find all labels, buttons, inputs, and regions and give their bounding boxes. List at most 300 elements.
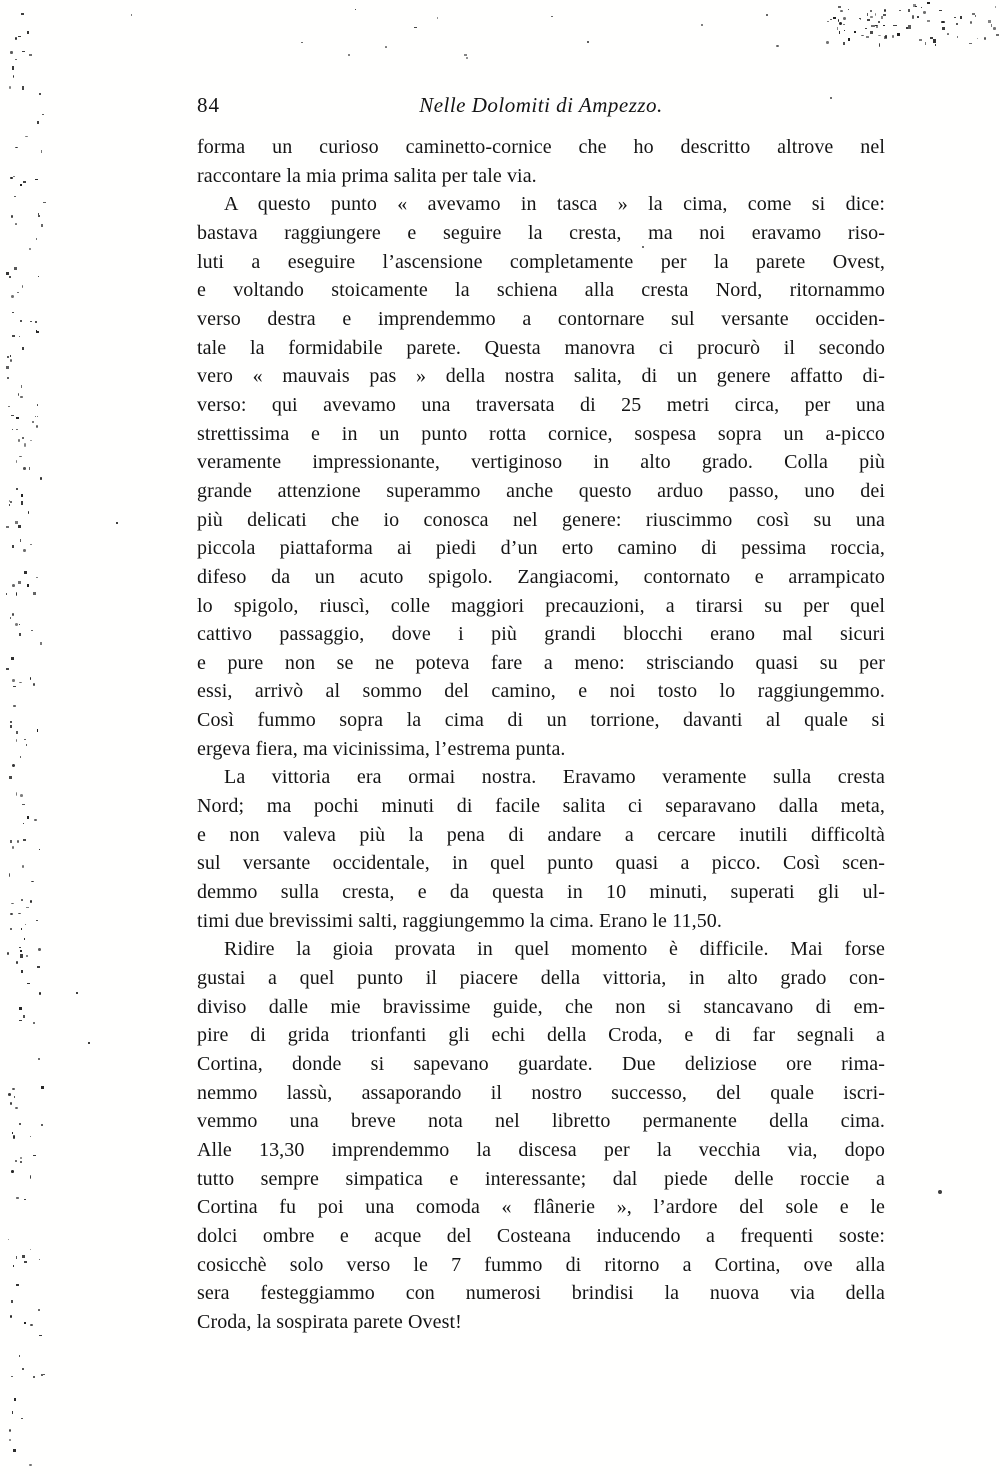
scan-speck [956, 23, 959, 26]
scan-speck [935, 44, 936, 47]
scan-speck [13, 1135, 15, 1138]
scan-speck [23, 1015, 25, 1017]
scan-speck [915, 6, 917, 7]
scan-speck [879, 43, 880, 46]
scan-speck [19, 682, 22, 683]
scan-speck [39, 992, 40, 995]
scan-speck [16, 1197, 19, 1198]
scan-speck [993, 27, 996, 29]
scan-speck [385, 46, 387, 48]
scan-speck [12, 335, 14, 337]
scan-speck [551, 16, 553, 18]
scan-speck [14, 1398, 16, 1401]
scan-speck [23, 839, 26, 841]
scan-speck [20, 1161, 23, 1162]
scan-speck [33, 683, 35, 686]
scan-speck [8, 406, 10, 408]
scan-speck [22, 865, 24, 868]
scan-speck [18, 439, 19, 442]
scan-speck [22, 347, 24, 350]
scan-speck [8, 1239, 9, 1240]
scan-speck [24, 938, 26, 941]
scan-speck [878, 21, 881, 23]
scan-speck [884, 36, 887, 39]
scan-speck [701, 24, 703, 26]
text-line: Cortina fu poi una comoda « flânerie », l’ardore del sole e le [197, 1196, 885, 1219]
text-line: e voltando stoicamente la schiena alla cresta Nord, ritornammo [197, 279, 885, 302]
scan-speck [876, 25, 878, 28]
scan-speck [15, 37, 18, 40]
scan-speck [19, 1123, 21, 1125]
scan-speck [43, 1374, 45, 1375]
scan-speck [23, 823, 24, 824]
scan-speck [22, 804, 24, 805]
scan-speck [33, 1155, 36, 1156]
scan-speck [39, 93, 40, 95]
scan-speck [19, 624, 20, 625]
scan-speck [29, 1464, 32, 1466]
text-line: strettissima e in un punto rotta cornice, sospesa sopra un a-picco [197, 422, 885, 445]
scan-speck [10, 1315, 12, 1318]
scan-speck [15, 521, 18, 524]
scan-speck [36, 425, 38, 428]
scan-speck [16, 592, 17, 595]
scan-speck [42, 114, 44, 116]
scan-speck [984, 37, 986, 40]
scan-speck [870, 31, 873, 34]
scan-speck [43, 202, 46, 203]
scan-speck [838, 6, 841, 9]
scan-speck [6, 366, 8, 369]
scan-speck [848, 9, 850, 10]
scan-speck [36, 920, 39, 921]
text-line: verso: qui avevamo una traversata di 25 metri circa, per una [197, 393, 885, 416]
text-line: Nord; ma pochi minuti di facile salita ci separavano dalla meta, [197, 795, 885, 818]
scan-speck [921, 7, 922, 8]
scan-speck [30, 1324, 33, 1326]
scan-speck [38, 948, 41, 951]
scan-speck [25, 924, 26, 926]
scan-speck [840, 10, 843, 12]
scan-speck [22, 51, 25, 53]
scan-speck [866, 36, 869, 38]
scan-speck [20, 539, 21, 541]
text-line: Ridire la gioia provata in quel momento è difficile. Mai forse [224, 938, 885, 961]
scan-speck [29, 467, 30, 470]
scan-speck [12, 679, 15, 682]
scan-speck [13, 1265, 14, 1266]
scan-speck [870, 16, 872, 17]
scan-speck [24, 739, 27, 740]
page-header [197, 93, 885, 119]
scan-speck [865, 28, 866, 29]
scan-speck [837, 27, 838, 30]
scan-speck [23, 181, 26, 183]
scan-speck [25, 136, 28, 138]
scan-speck [20, 954, 23, 958]
scan-speck [27, 816, 29, 818]
scan-speck [875, 25, 877, 26]
scan-speck [942, 27, 945, 29]
scan-speck [16, 792, 17, 795]
scan-speck [23, 549, 25, 552]
scan-speck [12, 764, 15, 767]
text-line: difeso da un acuto spigolo. Zangiacomi, contornato e arrampicato [197, 565, 885, 588]
text-line: cattivo passaggio, dove i più grandi blocchi erano mal sicuri [197, 623, 885, 646]
scan-speck [26, 744, 27, 746]
text-line: lo spigolo, riuscì, colle maggiori precauzioni, a tirarsi su per quel [197, 594, 885, 617]
scan-speck [826, 41, 829, 44]
scan-speck [995, 6, 997, 8]
scan-speck [10, 840, 12, 843]
scan-speck [16, 739, 17, 742]
scan-speck [37, 416, 39, 418]
scan-speck [36, 238, 37, 240]
scan-speck [437, 17, 439, 19]
scan-speck [16, 1284, 19, 1286]
scan-speck [8, 1093, 11, 1096]
scan-speck [21, 494, 23, 497]
scan-speck [38, 215, 40, 217]
scan-speck [12, 584, 15, 587]
scan-speck [867, 19, 870, 21]
scan-speck [27, 31, 29, 33]
scan-speck [29, 54, 31, 56]
page-number: 84 [197, 93, 220, 117]
scan-speck [31, 630, 33, 632]
text-line: nemmo lassù, assaporando il nostro successo, del quale iscri- [197, 1081, 885, 1104]
scan-speck [930, 37, 933, 39]
scan-speck [11, 657, 14, 660]
scan-speck [10, 177, 13, 178]
scan-speck [39, 849, 40, 851]
scan-speck [12, 1411, 13, 1414]
scan-speck [38, 1309, 40, 1310]
scan-speck [12, 1088, 14, 1090]
text-line: essi, arrivò al sommo del camino, e noi tosto lo raggiungemmo. [197, 680, 885, 703]
scan-speck [908, 25, 911, 28]
text-line: tutto sempre simpatica e interessante; dal piede delle roccie a [197, 1167, 885, 1190]
scan-speck [848, 38, 850, 41]
scan-speck [913, 4, 916, 7]
scan-speck [21, 501, 23, 504]
text-line: veramente impressionante, vertiginoso in alto grado. Colla più [197, 451, 885, 474]
scan-speck [18, 525, 20, 527]
scan-speck [867, 13, 868, 15]
scan-speck [30, 440, 32, 441]
scan-speck [843, 17, 846, 20]
text-line: ergeva fiera, ma vicinissima, l’estrema punta. [197, 737, 566, 760]
text-line: forma un curioso caminetto-cornice che ho descritto altrove nel [197, 136, 885, 158]
scan-speck [870, 10, 872, 12]
scan-speck [919, 39, 922, 41]
scan-speck [10, 913, 13, 915]
text-line: diviso dalle mie bravissime guide, che non si stancavano di em- [197, 995, 885, 1018]
scan-speck [22, 285, 23, 288]
scan-speck [41, 1124, 44, 1126]
scan-speck [414, 27, 416, 28]
scan-speck [875, 13, 876, 16]
text-line: bastava raggiungere e seguire la cresta, ma noi eravamo riso- [197, 221, 885, 244]
scan-speck [912, 15, 914, 18]
scan-speck [9, 1429, 11, 1432]
scan-speck [24, 443, 26, 446]
scan-speck [988, 20, 991, 22]
scan-speck [838, 19, 839, 22]
scan-speck [39, 1259, 41, 1260]
scan-speck [20, 1157, 22, 1159]
scan-speck [6, 668, 9, 670]
scan-speck [30, 544, 32, 545]
scan-speck [18, 913, 20, 914]
scan-speck [17, 840, 19, 843]
scan-speck [38, 276, 40, 277]
text-line: La vittoria era ormai nostra. Eravamo veramente sulla cresta [224, 766, 885, 789]
text-line: luti a eseguire l’ascensione completamente per la parete Ovest, [197, 250, 885, 273]
scan-speck [348, 54, 350, 55]
scan-speck [35, 321, 37, 324]
scan-speck [24, 1261, 27, 1263]
scan-speck [14, 267, 17, 270]
text-line: vemmo una breve nota nel libretto permanente della cima. [197, 1110, 885, 1133]
scan-speck [11, 295, 14, 298]
scan-speck [15, 59, 17, 60]
scan-speck [22, 86, 23, 90]
scan-speck [854, 31, 856, 33]
scan-speck [36, 331, 39, 333]
scan-speck [15, 623, 18, 626]
scan-speck [27, 584, 29, 587]
scan-speck [766, 14, 768, 16]
scan-speck [10, 725, 12, 728]
scan-speck [37, 404, 38, 406]
scan-speck [991, 24, 992, 27]
scan-speck [13, 1449, 16, 1451]
scan-speck [9, 776, 12, 780]
scan-speck [30, 1136, 31, 1137]
text-line: dolci ombre e acque del Costeana inducendo a frequenti soste: [197, 1224, 885, 1247]
scan-speck [31, 881, 34, 882]
scan-speck [897, 33, 900, 35]
text-line: Alle 13,30 imprendemmo la discesa per la vecchia via, dopo [197, 1138, 885, 1161]
scan-speck [14, 1096, 15, 1098]
scan-speck [19, 947, 22, 948]
scan-speck [464, 54, 467, 56]
scan-speck [859, 18, 862, 19]
scan-speck [15, 1160, 17, 1161]
text-line: e non valeva più la pena di andare a cercare inutili difficoltà [197, 823, 885, 846]
text-line: sera festeggiammo con numerosi brindisi la nuova via della [197, 1282, 885, 1305]
scan-speck [10, 617, 11, 620]
running-title: Nelle Dolomiti di Ampezzo. [419, 93, 663, 117]
scan-speck [830, 19, 832, 21]
scan-speck [15, 147, 18, 148]
scan-speck [14, 196, 16, 197]
scan-speck [466, 57, 468, 59]
scan-speck [10, 359, 13, 362]
scan-speck [37, 729, 38, 732]
scan-speck [6, 593, 7, 595]
scan-speck [12, 429, 13, 431]
text-line: sul versante occidentale, in quel punto quasi a picco. Così scen- [197, 852, 885, 875]
scan-speck [899, 10, 901, 11]
scan-speck [30, 321, 32, 322]
scan-speck [839, 31, 840, 34]
scan-speck [22, 1255, 25, 1258]
scan-speck [38, 213, 39, 215]
scan-speck [20, 950, 22, 952]
scan-speck [26, 907, 29, 908]
scan-speck [960, 16, 962, 19]
scan-speck [38, 1058, 40, 1060]
scan-speck [947, 33, 949, 35]
scan-speck [19, 1355, 21, 1357]
scan-speck [30, 1249, 31, 1250]
scan-speck [21, 970, 23, 974]
scan-speck [12, 1132, 13, 1135]
scan-speck [76, 992, 78, 994]
scan-speck [33, 592, 36, 594]
scan-speck [10, 721, 12, 723]
scan-speck [776, 45, 779, 47]
scan-speck [13, 176, 15, 177]
scan-speck [29, 248, 31, 250]
scan-speck [906, 27, 908, 29]
scan-speck [587, 41, 589, 43]
scan-speck [996, 34, 999, 36]
scan-speck [36, 577, 38, 578]
scan-speck [355, 9, 356, 10]
scan-speck [21, 385, 22, 389]
scan-speck [839, 22, 842, 25]
text-line: gustai a quel punto il piacere della vittoria, in alto grado con- [197, 967, 885, 990]
text-line: cosicchè solo verso le 7 fummo di ritorno a Cortina, ove alla [197, 1253, 885, 1276]
scan-speck [131, 14, 132, 16]
scan-speck [41, 224, 43, 227]
scan-speck [885, 35, 888, 38]
scan-speck [10, 501, 12, 503]
scan-speck [844, 30, 845, 32]
scan-speck [12, 545, 14, 547]
scan-speck [19, 633, 20, 636]
scan-speck [30, 900, 32, 903]
scan-speck [40, 477, 41, 479]
scan-speck [927, 2, 930, 4]
scan-speck [860, 19, 861, 20]
scan-speck [21, 1418, 23, 1419]
scan-speck [12, 66, 14, 70]
scan-speck [878, 35, 881, 36]
scan-speck [16, 1256, 17, 1258]
scan-speck [33, 1022, 35, 1024]
scan-speck [883, 25, 885, 26]
text-line: Cortina, donde si sapevano guardate. Due deliziose ore rima- [197, 1053, 885, 1075]
scan-speck [881, 16, 883, 19]
scan-speck [17, 292, 18, 293]
scan-speck [970, 21, 972, 24]
scan-speck [10, 355, 11, 357]
scan-speck [18, 393, 20, 397]
scan-speck [893, 25, 896, 26]
scan-speck [9, 1439, 11, 1442]
scan-speck [22, 1368, 24, 1371]
scan-speck [957, 36, 959, 38]
scan-speck [6, 272, 9, 274]
scan-speck [20, 184, 22, 186]
scan-speck [30, 677, 32, 680]
scan-speck [933, 39, 936, 42]
text-line: tale la formidabile parete. Questa manovra ci procurò il secondo [197, 336, 885, 359]
scan-speck [37, 121, 38, 124]
scan-speck [88, 1042, 90, 1044]
scan-speck [301, 42, 303, 44]
scan-speck [833, 17, 836, 19]
text-line: pire di grida trionfanti gli echi della Croda, e di far segnali a [197, 1024, 885, 1047]
text-line: e pure non se ne poteva fare a meno: strisciando quasi su per [197, 651, 885, 674]
scan-speck [9, 504, 10, 506]
text-line: verso destra e imprendemmo a contornare sul versante occiden- [197, 307, 885, 330]
scan-speck [10, 51, 12, 55]
scan-speck [925, 42, 927, 45]
scan-speck [20, 396, 23, 397]
scan-speck [27, 983, 30, 984]
scan-speck [843, 42, 845, 45]
scan-speck [36, 330, 37, 332]
scan-speck [35, 416, 36, 417]
scan-speck [16, 1284, 18, 1286]
scan-speck [24, 1199, 26, 1200]
scan-speck [20, 794, 23, 797]
scan-speck [11, 1376, 13, 1377]
scan-speck [24, 1322, 26, 1324]
scan-speck [941, 21, 944, 23]
scan-speck [939, 10, 942, 11]
scan-speck [883, 14, 886, 16]
scan-speck [954, 17, 956, 18]
scan-speck [32, 421, 35, 423]
scan-speck [975, 15, 977, 17]
scan-speck [875, 25, 878, 26]
scan-speck [16, 961, 18, 964]
scan-speck [917, 16, 919, 17]
scan-speck [28, 511, 30, 514]
scan-speck [969, 43, 972, 44]
body-text [197, 133, 885, 1337]
text-line: piccola piattaforma ai piedi d’un erto camino di pessima roccia, [197, 537, 885, 560]
scan-speck [41, 1374, 43, 1376]
scan-speck [19, 1007, 22, 1010]
scan-speck [927, 20, 930, 22]
text-line: grande attenzione superammo anche questo arduo passo, uno dei [197, 479, 885, 502]
text-line: raccontare la mia prima salita per tale via. [197, 164, 537, 187]
scan-speck [7, 356, 9, 358]
scan-speck [13, 75, 14, 78]
scan-speck [15, 223, 17, 225]
scan-speck [871, 25, 874, 27]
scan-speck [20, 320, 21, 322]
scan-speck [13, 705, 16, 706]
scan-speck [10, 928, 11, 931]
text-line: timi due brevissimi salti, raggiungemmo la cima. Erano le 11,50. [197, 909, 722, 932]
scan-speck [9, 276, 11, 278]
scan-speck [827, 21, 829, 22]
scan-speck [7, 952, 9, 955]
scan-speck [16, 731, 19, 734]
scan-speck [33, 1376, 34, 1378]
scan-speck [892, 35, 893, 38]
text-line: A questo punto « avevamo in tasca » la cima, come si dice: [224, 193, 885, 216]
scan-speck [11, 1170, 14, 1173]
